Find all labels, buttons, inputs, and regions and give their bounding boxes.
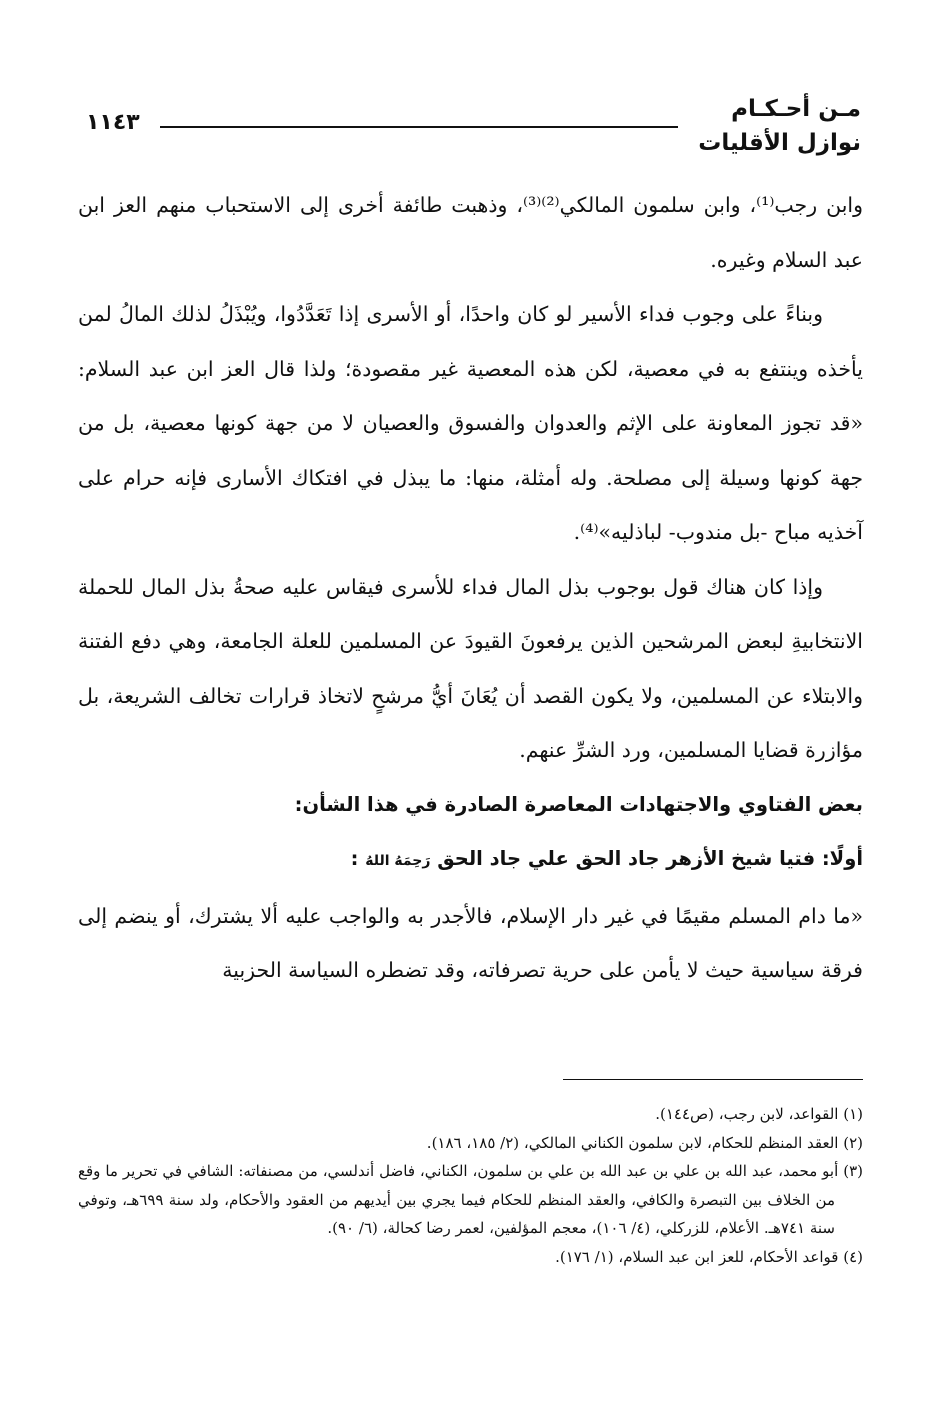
subsection-heading-text: أولًا: فتيا شيخ الأزهر جاد الحق علي جاد الحق: [437, 847, 863, 870]
footnote-2: (٢) العقد المنظم للحكام، لابن سلمون الكناني المالكي، (٢/ ١٨٥، ١٨٦).: [426, 1133, 863, 1152]
main-text: [78, 178, 863, 998]
footnote-3: (٣) أبو محمد، عبد الله بن علي بن عبد الله بن علي بن سلمون، الكناني، فاضل أندلسي، من مصنفاته: الشافي في تحرير ما وقع من الخلاف بين التبصرة والكافي، والعقد المنظم للحكام فيما يجري بين أيديهم من العقود والأحكام، ولد سنة ٦٩٩هـ، وتوفي سنة ٧٤١هـ. الأعلام، للزركلي، (٤/ ١٠٦)، معجم المؤلفين، لعمر رضا كحالة، (٦/ ٩٠).: [78, 1162, 863, 1237]
paragraph-3: وإذا كان هناك قول بوجوب بذل المال فداء للأسرى فيقاس عليه صحةُ بذل المال للحملة الانتخابيةِ لبعض المرشحين الذين يرفعونَ القيودَ عن المسلمين للعلة الجامعة، وهي دفع الفتنة والابتلاء عن المسلمين، ولا يكون القصد أن يُعَانَ أيُّ مرشحٍ لاتخاذ قرارات تخالف الشريعة، بل مؤازرة قضايا المسلمين، ورد الشرِّ عنهم.: [78, 574, 863, 762]
header-title-line-1: مـن أحـكـام: [731, 96, 861, 122]
paragraph-4: «ما دام المسلم مقيمًا في غير دار الإسلام، فالأجدر به والواجب عليه ألا يشترك، أو ينضم إلى فرقة سياسية حيث لا يأمن على حرية تصرفاته، وقد تضطره السياسة الحزبية: [78, 903, 863, 982]
honorific-glyph: رَحِمَهُ اللهُ: [365, 853, 431, 869]
paragraph-2: وبناءً على وجوب فداء الأسير لو كان واحدًا، أو الأسرى إذا تَعَدَّدُوا، ويُبْذَلُ لذلك المالُ لمن يأخذه وينتفع به في معصية، لكن هذه المعصية غير مقصودة؛ ولذا قال العز ابن عبد السلام: «قد تجوز المعاونة على الإثم والعدوان والفسوق والعصيان لا من جهة كونها معصية، بل من جهة كونها وسيلة إلى مصلحة. وله أمثلة، منها: ما يبذل في افتكاك الأسارى فإنه حرام على آخذيه مباح -بل مندوب- لباذليه»⁽⁴⁾.: [78, 302, 863, 544]
footnote-4: (٤) قواعد الأحكام، للعز ابن عبد السلام، (١/ ١٧٦).: [555, 1247, 863, 1266]
running-header-title: [698, 92, 861, 160]
footnote-rule: [563, 1079, 863, 1080]
footnote-1: (١) القواعد، لابن رجب، (ص١٤٤).: [655, 1105, 863, 1123]
section-heading: بعض الفتاوي والاجتهادات المعاصرة الصادرة في هذا الشأن:: [294, 792, 863, 816]
footnotes: [78, 1100, 863, 1271]
header-title-line-2: نوازل الأقليات: [698, 130, 861, 156]
subsection-heading: [78, 832, 863, 889]
header-rule: [160, 126, 678, 128]
paragraph-1: وابن رجب⁽¹⁾، وابن سلمون المالكي⁽²⁾⁽³⁾، وذهبت طائفة أخرى إلى الاستحباب منهم العز ابن عبد السلام وغيره.: [78, 193, 863, 272]
page-number: ١١٤٣: [86, 110, 140, 135]
subsection-heading-colon: :: [350, 847, 366, 870]
